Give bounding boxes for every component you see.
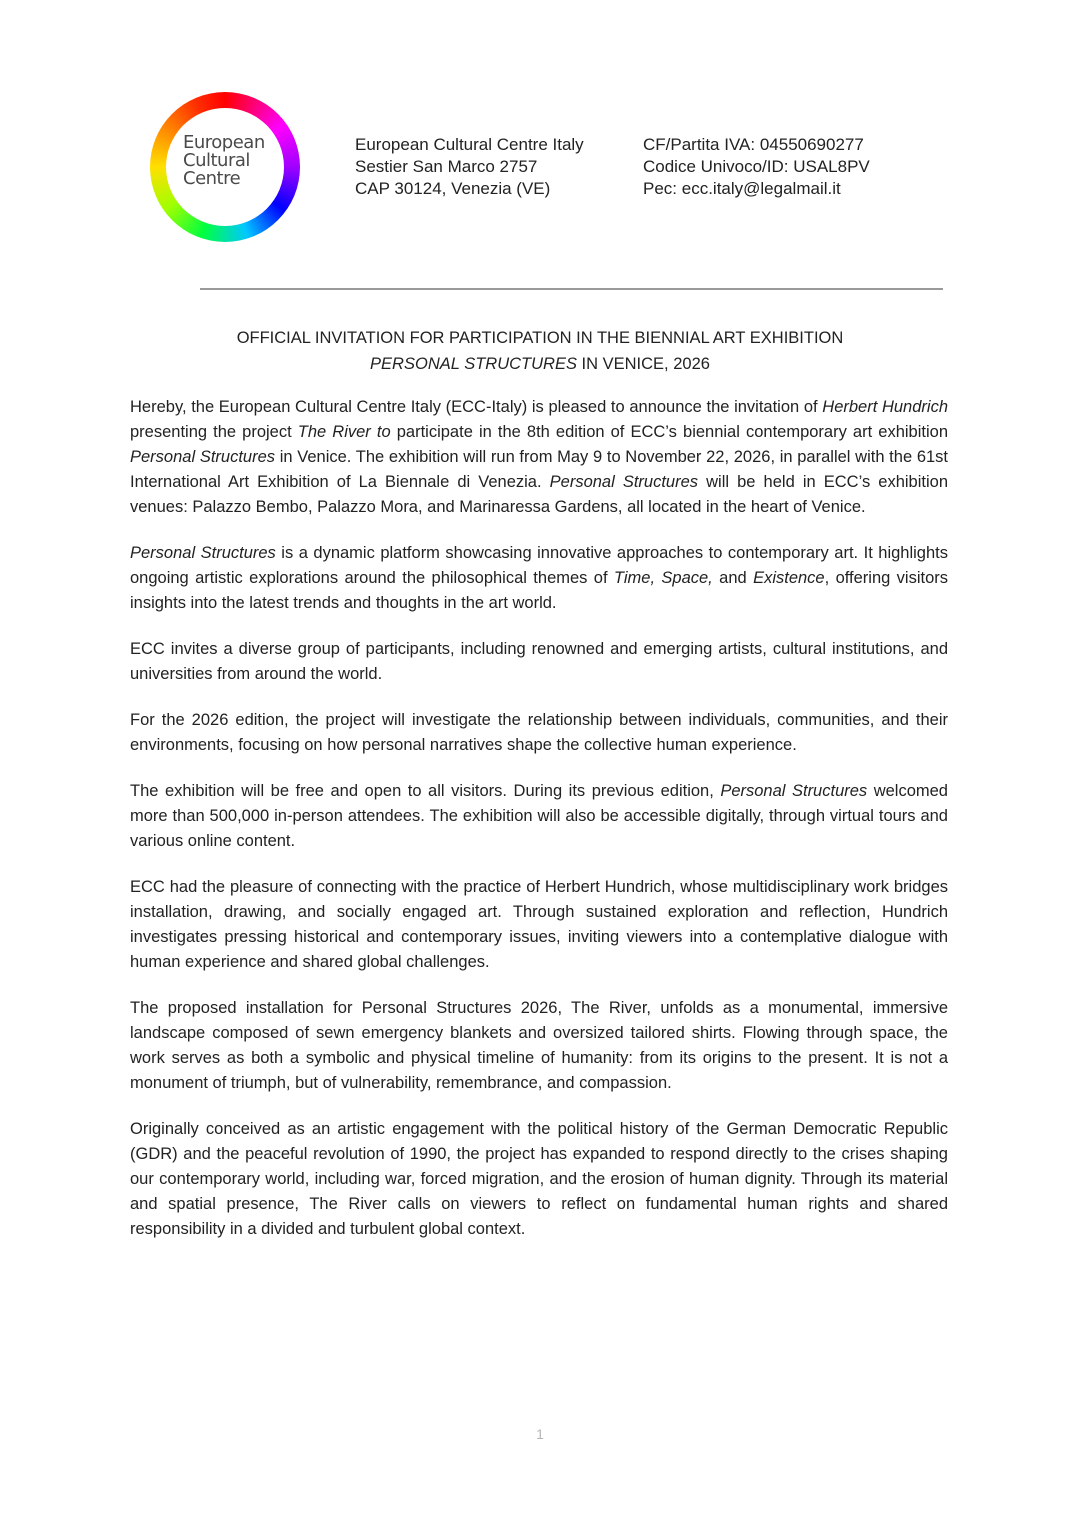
text-segment: , offering visitors insights into the latest trends and thoughts in the art world.: [130, 569, 949, 612]
text-segment: For the 2026 edition, the project will investigate the relationship between individuals, communities, and their environments, focusing on how personal narratives shape the collective human experience.: [130, 711, 948, 754]
italic-text: Existence: [753, 569, 825, 587]
logo-line: European: [183, 132, 265, 153]
title-line-2: [0, 351, 1080, 377]
italic-text: The River to: [297, 423, 391, 441]
text-segment: and: [712, 569, 754, 587]
fiscal-line: Pec: ecc.italy@legalmail.it: [643, 179, 841, 198]
text-segment: ECC had the pleasure of connecting with the practice of Herbert Hundrich, whose multidisciplinary work bridges installation, drawing, and socially engaged art. Through sustained exploration and reflection, Hundrich investigates pressing historical and contemporary issues, inviting viewers into a contemplative dialogue with human experience and shared global challenges.: [130, 878, 948, 971]
text-segment: will be held in ECC’s exhibition venues: Palazzo Bembo, Palazzo Mora, and Marinaressa Gardens, all located in the heart of Venice.: [130, 473, 948, 516]
organization-address: [355, 134, 584, 200]
body-paragraph: [130, 996, 948, 1096]
title-line-1: OFFICIAL INVITATION FOR PARTICIPATION IN THE BIENNIAL ART EXHIBITION: [236, 329, 844, 347]
fiscal-line: CF/Partita IVA: 04550690277: [643, 135, 864, 154]
text-segment: Originally conceived as an artistic engagement with the political history of the German Democratic Republic (GDR) and the peaceful revolution of 1990, the project has expanded to respond directly to the crises shaping our contemporary world, including war, forced migration, and the erosion of human dignity. Through its material and spatial presence, The River calls on viewers to reflect on fundamental human rights and shared responsibility in a divided and turbulent global context.: [130, 1120, 948, 1238]
italic-text: Personal Structures: [130, 544, 276, 562]
address-line: European Cultural Centre Italy: [355, 135, 584, 154]
text-segment: The proposed installation for Personal Structures 2026, The River, unfolds as a monumental, immersive landscape composed of sewn emergency blankets and oversized tailored shirts. Flowing through space, the work serves as both a symbolic and physical timeline of humanity: from its origins to the present. It is not a monument of triumph, but of vulnerability, remembrance, and compassion.: [130, 999, 948, 1092]
text-segment: in Venice. The exhibition will run from May 9 to November 22, 2026, in parallel with the 61st International Art Exhibition of La Biennale di Venezia.: [130, 448, 949, 491]
italic-text: Personal Structures: [130, 448, 276, 466]
text-segment: ECC invites a diverse group of participants, including renowned and emerging artists, cultural institutions, and universities from around the world.: [130, 640, 948, 683]
text-segment: participate in the 8th edition of ECC’s biennial contemporary art exhibition: [390, 423, 948, 441]
title-rest: IN VENICE, 2026: [576, 355, 710, 373]
logo-line: Cultural: [183, 150, 250, 171]
address-line: Sestier San Marco 2757: [355, 157, 538, 176]
address-line: CAP 30124, Venezia (VE): [355, 179, 551, 198]
italic-text: Personal Structures: [720, 782, 868, 800]
fiscal-line: Codice Univoco/ID: USAL8PV: [643, 157, 870, 176]
document-title: [0, 325, 1080, 377]
italic-text: Time, Space,: [613, 569, 713, 587]
body-paragraph: [130, 779, 948, 854]
text-segment: The exhibition will be free and open to all visitors. During its previous edition,: [130, 782, 721, 800]
letter-body: [130, 395, 948, 1263]
ecc-logo: [150, 92, 300, 242]
text-segment: presenting the project: [130, 423, 298, 441]
title-italic: PERSONAL STRUCTURES: [370, 355, 577, 373]
body-paragraph: [130, 637, 948, 687]
body-paragraph: [130, 395, 948, 520]
italic-text: Personal Structures: [549, 473, 699, 491]
text-segment: Hereby, the European Cultural Centre Italy (ECC-Italy) is pleased to announce the invitation of: [130, 398, 823, 416]
page-number: 1: [536, 1426, 544, 1442]
fiscal-info: [643, 134, 870, 200]
body-paragraph: [130, 875, 948, 975]
italic-text: Herbert Hundrich: [822, 398, 948, 416]
body-paragraph: [130, 1117, 948, 1242]
body-paragraph: [130, 708, 948, 758]
logo-line: Centre: [183, 168, 241, 189]
header-divider: [200, 288, 943, 290]
text-segment: welcomed more than 500,000 in-person attendees. The exhibition will also be accessible digitally, through virtual tours and various online content.: [130, 782, 948, 850]
text-segment: is a dynamic platform showcasing innovative approaches to contemporary art. It highlights ongoing artistic explorations around the philosophical themes of: [130, 544, 948, 587]
body-paragraph: [130, 541, 948, 616]
logo-wordmark: [183, 134, 265, 188]
